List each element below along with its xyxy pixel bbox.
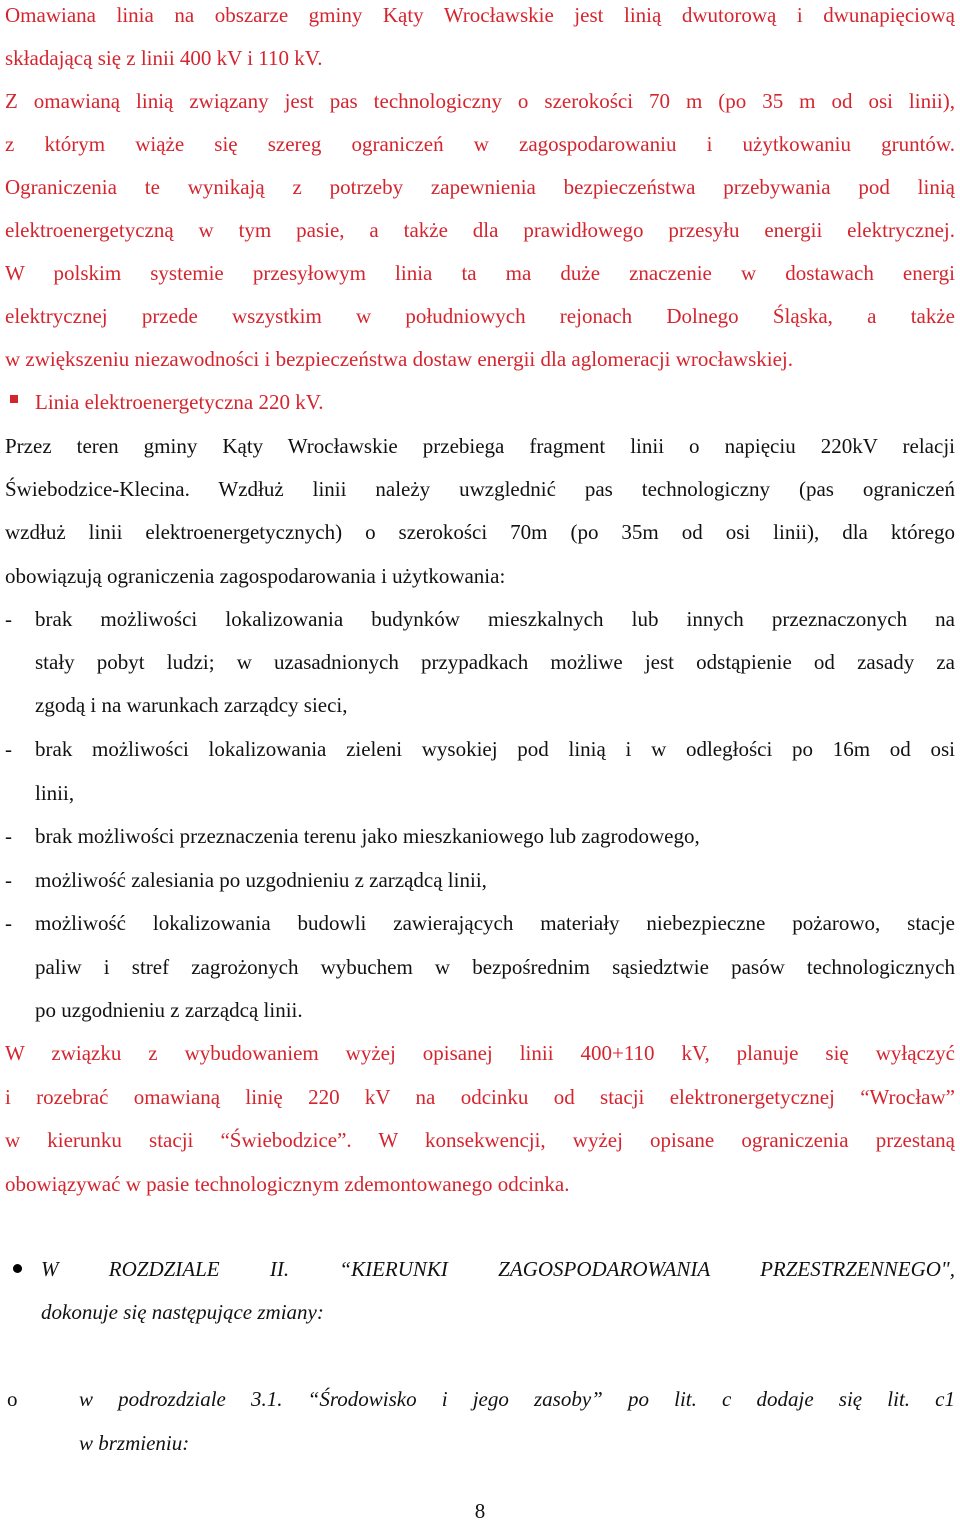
list-item-line: zgodą i na warunkach zarządcy sieci,: [35, 693, 348, 717]
list-item-line: brak możliwości lokalizowania zieleni wysokiej pod linią i w odległości po 16m od osi: [35, 737, 955, 761]
dash-marker: -: [5, 824, 12, 848]
paragraph-line: W związku z wybudowaniem wyżej opisanej linii 400+110 kV, planuje się wyłączyć: [5, 1041, 955, 1065]
sub-bullet-marker: o: [7, 1387, 18, 1411]
paragraph-line: Świebodzice-Klecina. Wzdłuż linii należy uwzglednić pas technologiczny (pas ograniczeń: [5, 477, 955, 501]
list-item-line: stały pobyt ludzi; w uzasadnionych przypadkach możliwe jest odstąpienie od zasady za: [35, 650, 955, 674]
list-item-line: możliwość zalesiania po uzgodnieniu z zarządcą linii,: [35, 868, 487, 892]
sub-bullet-line: w brzmieniu:: [79, 1431, 190, 1455]
list-item-line: brak możliwości lokalizowania budynków mieszkalnych lub innych przeznaczonych na: [35, 607, 955, 631]
paragraph-line: i rozebrać omawianą linię 220 kV na odcinku od stacji elektronergetycznej “Wrocław”: [5, 1085, 955, 1109]
paragraph-line: składającą się z linii 400 kV i 110 kV.: [5, 46, 323, 70]
list-item-line: linii,: [35, 781, 75, 805]
paragraph-line: Omawiana linia na obszarze gminy Kąty Wrocławskie jest linią dwutorową i dwunapięciową: [5, 3, 955, 27]
paragraph-line: obowiązywać w pasie technologicznym zdemontowanego odcinka.: [5, 1172, 570, 1196]
paragraph-line: elektroenergetyczną w tym pasie, a także dla prawidłowego przesyłu energii elektrycznej.: [5, 218, 955, 242]
list-item-line: paliw i stref zagrożonych wybuchem w bezpośrednim sąsiedztwie pasów technologicznych: [35, 955, 955, 979]
list-item-line: możliwość lokalizowania budowli zawierających materiały niebezpieczne pożarowo, stacje: [35, 911, 955, 935]
paragraph-line: w zwiększeniu niezawodności i bezpieczeństwa dostaw energii dla aglomeracji wrocławskiej.: [5, 347, 793, 371]
paragraph-line: wzdłuż linii elektroenergetycznych) o szerokości 70m (po 35m od osi linii), dla którego: [5, 520, 955, 544]
paragraph-line: Przez teren gminy Kąty Wrocławskie przebiega fragment linii o napięciu 220kV relacji: [5, 434, 955, 458]
paragraph-line: z którym wiąże się szereg ograniczeń w zagospodarowaniu i użytkowaniu gruntów.: [5, 132, 955, 156]
paragraph-line: Ograniczenia te wynikają z potrzeby zapewnienia bezpieczeństwa przebywania pod linią: [5, 175, 955, 199]
paragraph-line: w kierunku stacji “Świebodzice”. W konsekwencji, wyżej opisane ograniczenia przestaną: [5, 1128, 955, 1152]
sub-bullet-line: w podrozdziale 3.1. “Środowisko i jego zasoby” po lit. c dodaje się lit. c1: [79, 1387, 955, 1411]
paragraph-line: elektrycznej przede wszystkim w południowych rejonach Dolnego Śląska, a także: [5, 304, 955, 328]
square-bullet-icon: [10, 395, 18, 403]
paragraph-line: obowiązują ograniczenia zagospodarowania i użytkowania:: [5, 564, 506, 588]
section-bullet-line: W ROZDZIALE II. “KIERUNKI ZAGOSPODAROWANIA PRZESTRZENNEGO",: [41, 1257, 955, 1281]
dash-marker: -: [5, 607, 12, 631]
bullet-dot-icon: [13, 1264, 22, 1273]
page-number: 8: [474, 1499, 486, 1523]
dash-marker: -: [5, 868, 12, 892]
list-item-line: po uzgodnieniu z zarządcą linii.: [35, 998, 303, 1022]
paragraph-line: W polskim systemie przesyłowym linia ta ma duże znaczenie w dostawach energi: [5, 261, 955, 285]
list-item-line: brak możliwości przeznaczenia terenu jako mieszkaniowego lub zagrodowego,: [35, 824, 700, 848]
dash-marker: -: [5, 911, 12, 935]
section-bullet-line: dokonuje się następujące zmiany:: [41, 1300, 324, 1324]
paragraph-line: Z omawianą linią związany jest pas technologiczny o szerokości 70 m (po 35 m od osi linii),: [5, 89, 955, 113]
heading-text: Linia elektroenergetyczna 220 kV.: [35, 390, 324, 414]
dash-marker: -: [5, 737, 12, 761]
